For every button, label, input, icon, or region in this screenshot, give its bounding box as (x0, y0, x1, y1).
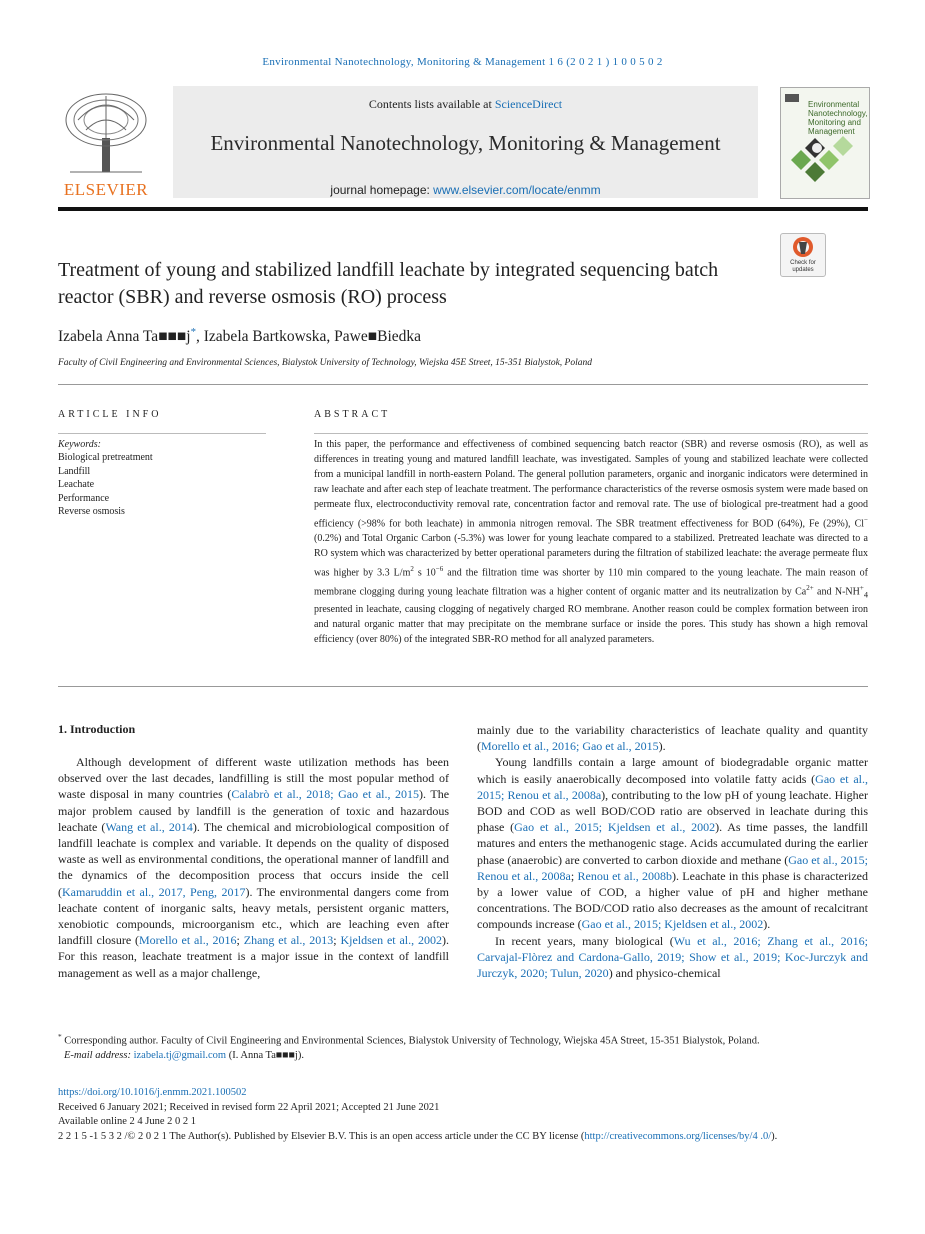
doi-link[interactable]: https://doi.org/10.1016/j.enmm.2021.100502 (58, 1087, 247, 1098)
publication-metadata (58, 1086, 888, 1144)
refresh-icon (781, 234, 825, 260)
text: Although development of different waste utilization methods has been observed over the last decades, landfilling is still the most popular method of waste disposal in many countries ( (58, 755, 449, 802)
intro-paragraph (477, 754, 868, 932)
citation-link[interactable]: Zhang et al., 2013 (243, 933, 334, 948)
received-dates: Received 6 January 2021; Received in revised form 22 April 2021; Accepted 21 June 2021 (58, 1101, 440, 1113)
introduction-heading: 1. Introduction (58, 722, 136, 736)
text: ), contributing to the low pH of young leachate. Higher BOD and COD as well BOD/COD ratio are observed in leachate during this phase ( (477, 787, 869, 835)
citation-link[interactable]: Gao et al., 2015; Kjeldsen et al., 2002 (514, 820, 716, 835)
text: ; (333, 933, 341, 948)
license-end: ). (771, 1130, 778, 1142)
license-text: 2 2 1 5 -1 5 3 2 /© 2 0 2 1 The Author(s). Published by Elsevier B.V. This is an open access article under the CC BY license ( (58, 1130, 585, 1142)
footnote-line (58, 1030, 868, 1049)
abstract-superscript: −6 (435, 564, 444, 573)
available-online: Available online 2 4 June 2 0 2 1 (58, 1116, 197, 1127)
sciencedirect-link[interactable]: ScienceDirect (494, 97, 563, 111)
text: In recent years, many biological ( (495, 933, 674, 948)
keyword-item: Landfill (58, 465, 91, 477)
abstract-part: presented in leachate, causing clogging of negatively charged RO membrane. Another reason could be complex formation between iron and natural organic matter that may precipitate on the membrane surface or inside the pores. This study has shown a high removal efficiency (over 80%) of the integrated SBR-RO method for all analyzed parameters. (314, 604, 868, 645)
contents-available-line (173, 97, 758, 112)
check-updates-label: Check for updates (790, 260, 816, 273)
keyword-item: Biological pretreatment (58, 452, 153, 464)
text: ; (236, 933, 244, 948)
cover-title: Environmental Nanotechnology, Monitoring and Management (808, 100, 868, 136)
citation-link[interactable]: Gao et al., 2015; Renou et al., 2008a (477, 852, 868, 883)
email-suffix: (I. Anna Ta■■■j). (226, 1050, 304, 1061)
text: ). The chemical and microbiological composition of landfill leachate is complex and variable. It depends on the quality of disposed waste as well as environmental conditions, the operational manner of landfill and the dynamics of the decomposition process that occurs inside the cell ( (58, 819, 450, 899)
text: Young landfills contain a large amount of biodegradable organic matter which is easily anaerobically decomposed into volatile fatty acids ( (477, 755, 868, 786)
citation-link[interactable]: Kjeldsen et al., 2002 (340, 933, 442, 948)
abstract-divider (314, 433, 868, 434)
intro-paragraph (477, 933, 868, 982)
text: mainly due to the variability characteristics of leachate quality and quantity ( (477, 723, 868, 754)
journal-reference[interactable]: Environmental Nanotechnology, Monitoring & Management 1 6 (2 0 2 1 ) 1 0 0 5 0 2 (262, 56, 663, 68)
citation-link[interactable]: Wang et al., 2014 (105, 819, 193, 834)
citation-link[interactable]: Renou et al., 2008b (577, 868, 673, 883)
contents-prefix: Contents lists available at (368, 97, 495, 111)
corresponding-author-mark[interactable]: * (190, 326, 197, 338)
abstract-text (314, 438, 868, 648)
text: ). Leachate in this phase is characterized by a lower value of COD, a higher value of pH and higher methane concentrations. The BOD/COD ratio also decreases as the amount of recalcitrant compounds increase ( (477, 868, 868, 932)
citation-link[interactable]: Morello et al., 2016; Gao et al., 2015 (481, 739, 659, 754)
journal-title: Environmental Nanotechnology, Monitoring & Management (210, 131, 721, 155)
publisher-name: ELSEVIER (63, 180, 149, 199)
abstract-superscript: 2+ (806, 583, 814, 592)
license-line (58, 1130, 888, 1145)
abstract-part: and N-NH (813, 586, 860, 598)
abstract-part: (0.2%) and Total Organic Carbon (-5.3%) was lower for young leachate compared to a stabilized. Pretreated leachate was directed to a RO system which was characterized by better operational parameters during the filtration of stabilized leachate: the average permeate flux was higher by 3.3 L/m (314, 532, 868, 578)
citation-link[interactable]: Wu et al., 2016; Zhang et al., 2016; Carvajal-Flòrez and Cardona-Gallo, 2019; Show et al., 2019; Koc-Jurczyk and Jurczyk, 2020; Tulun, 2020 (477, 933, 868, 981)
article-title: Treatment of young and stabilized landfill leachate by integrated sequencing batch reactor (SBR) and reverse osmosis (RO) process (58, 259, 719, 308)
intro-paragraph (477, 722, 868, 754)
text: ). (763, 917, 771, 932)
homepage-prefix: journal homepage: (330, 183, 434, 197)
corresponding-author-footnote (58, 1030, 868, 1064)
text: ). The environmental dangers come from leachate content of inorganic salts, heavy metals, persistent organic matters, xenobiotic compounds, microorganism etc., which are leaching even after landfill closure ( (58, 884, 449, 948)
intro-left-column (58, 754, 449, 981)
keywords-block (58, 438, 153, 518)
text: ) and physico-chemical (608, 966, 721, 981)
keywords-label: Keywords: (58, 439, 101, 450)
affiliation-divider (58, 384, 868, 385)
abstract-part: In this paper, the performance and effectiveness of combined sequencing batch reactor (SBR) and reverse osmosis (RO), as well as differences in treating young and matured landfill leachate, was investigated. Samples of young and stabilized leachate were collected from a municipal landfill in north-eastern Poland. The general pollution parameters, organic and inorganic indicators were determined in raw leachate and after each step of leachate treatment. The performance characteristics of the reverse osmosis system were made based on permeate flux, electroconductivity removal rate, concentration factor and removal rate. The use of biological pre-treatment had a good efficiency (>98% for both leachate) in ammonia nitrogen removal. The SBR treatment effectiveness for BOD (64%), Fe (29%), Cl (314, 439, 868, 529)
citation-link[interactable]: Kamaruddin et al., 2017, Peng, 2017 (62, 884, 246, 899)
article-info-divider (58, 433, 266, 434)
abstract-superscript: + (859, 583, 864, 592)
affiliation: Faculty of Civil Engineering and Environmental Sciences, Bialystok University of Technology, Wiejska 45E Street, 15-351 Bialystok, Poland (58, 358, 593, 368)
keyword-item: Performance (58, 492, 110, 504)
intro-paragraph (58, 754, 449, 981)
check-for-updates-button[interactable] (780, 233, 826, 277)
email-line (58, 1049, 868, 1064)
footnote-mark: * (58, 1032, 62, 1041)
text: ). As time passes, the landfill matures and enters the methanogenic stage. Acids accumulated during the earlier phase (anaerobic) are converted to carbon dioxide and methane ( (477, 820, 868, 867)
footnote-text: Corresponding author. Faculty of Civil Engineering and Environmental Sciences, Bialystok University of Technology, Wiejska 45A Street, 15-351 Bialystok, Poland. (61, 1035, 760, 1047)
author-1[interactable]: Izabela Anna Ta■■■j (58, 328, 191, 346)
citation-link[interactable]: Calabrò et al., 2018; Gao et al., 2015 (231, 787, 420, 802)
journal-homepage-line (173, 183, 758, 197)
journal-cover-thumbnail[interactable] (780, 87, 870, 199)
abstract-superscript: − (864, 515, 868, 524)
abstract-heading: ABSTRACT (314, 409, 391, 420)
author-list (58, 326, 421, 346)
text: ). For this reason, leachate treatment is a major issue in the context of landfill management as well as a major challenge, (58, 933, 449, 980)
text: ). The major problem caused by landfill is the generation of toxic and hazardous leachate ( (58, 787, 450, 834)
header-divider (58, 207, 868, 211)
abstract-superscript: 2 (410, 564, 414, 573)
abstract-part: s 10 (413, 566, 436, 578)
author-3[interactable]: , Pawe■Biedka (326, 328, 422, 346)
citation-link[interactable]: Gao et al., 2015; Kjeldsen et al., 2002 (581, 917, 764, 932)
keyword-item: Reverse osmosis (58, 506, 125, 518)
email-label: E-mail address: (64, 1050, 134, 1061)
intro-right-column (477, 722, 868, 981)
text: ). (658, 739, 666, 754)
keyword-item: Leachate (58, 479, 95, 491)
abstract-bottom-divider (58, 686, 868, 687)
license-link[interactable]: http://creativecommons.org/licenses/by/4 .0/ (584, 1130, 772, 1142)
article-info-heading: ARTICLE INFO (58, 409, 162, 420)
email-link[interactable]: izabela.tj@gmail.com (133, 1050, 227, 1061)
citation-link[interactable]: Gao et al., 2015; Renou et al., 2008a (477, 771, 869, 802)
abstract-subscript: 4 (863, 590, 869, 600)
citation-link[interactable]: Morello et al., 2016 (139, 933, 237, 948)
author-2[interactable]: , Izabela Bartkowska (196, 328, 327, 346)
abstract-part: and the filtration time was shorter by 110 min compared to the young leachate. The main reason of membrane clogging during young leachate filtration was a higher content of organic matter and its neutralization by Ca (314, 566, 868, 598)
text: ; (570, 868, 578, 883)
homepage-link[interactable]: www.elsevier.com/locate/enmm (433, 183, 601, 197)
